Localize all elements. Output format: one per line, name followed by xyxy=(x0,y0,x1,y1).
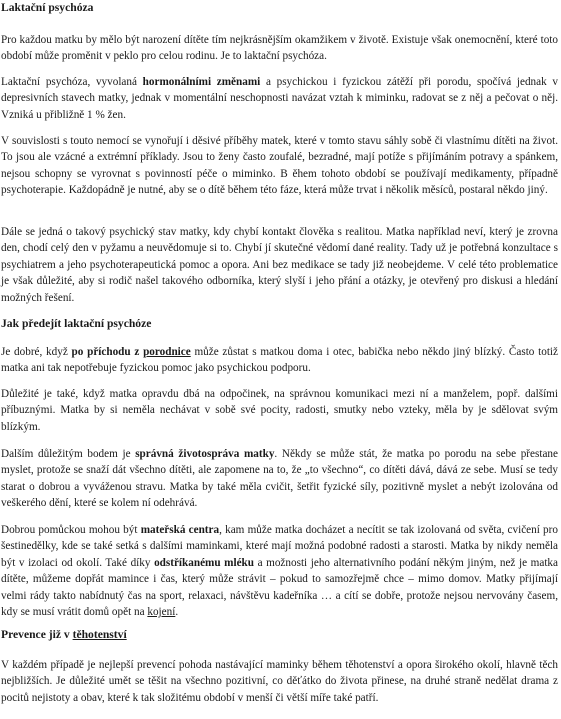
text: Je dobré, když xyxy=(1,346,72,358)
emphasis-milk: odstříkanému mléku xyxy=(154,556,254,569)
emphasis-lifestyle: správná životospráva matky xyxy=(135,448,275,460)
text: po příchodu z xyxy=(71,346,144,358)
heading-laktacni-psychoza: Laktační psychóza xyxy=(1,1,94,14)
emphasis-hormonal: hormonálními změnami xyxy=(142,76,261,88)
text: . xyxy=(175,606,179,619)
heading-prevention: Jak předejít laktační psychóze xyxy=(1,317,152,330)
paragraph-lifestyle xyxy=(1,446,558,512)
paragraph-stories: V souvislosti s touto nemocí se vynořují i děsivé příběhy matek, které v tomto stavu sáhly sobě či vlastnímu dítěti na život. To jsou ale vzácné a extrémní příklady. Jsou to ženy často zoufalé, bezradné, mají potíže s přijímáním potravy a spánkem, nejsou schopny se vyrovnat s povinností péče o miminko. B ěhem tohoto období se používají medikamenty, případně psychoterapie. Každopádně je nutné, aby se o dítě během této fáze, která může trvat i několik měsíců, postaral někdo jiný. xyxy=(1,135,558,197)
text: Dalším důležitým bodem je xyxy=(1,448,136,460)
paragraph-wellbeing: V každém případě je nejlepší prevencí pohoda nastávající maminky během těhotenství a opora širokého okolí, hlavně těch nejbližších. Je důležité umět se těšit na všechno pozitivní, co děťátko do života přinese, na druhé straně nedělat drama z pocitů nejistoty a obav, které k tak složitému období v menší či větší míře také patří. xyxy=(1,659,558,704)
emphasis-centers: mateřská centra xyxy=(140,524,220,536)
heading-pregnancy-prevention xyxy=(1,627,558,643)
paragraph-definition xyxy=(1,74,558,123)
paragraph-reality: Dále se jedná o takový psychický stav matky, kdy chybí kontakt člověka s realitou. Matka například neví, který je zrovna den, chodí celý den v pyžamu a neuvědomuje si to. Chybí jí skutečné vědomí dané reality. Tady už je potřebná konzultace s psychiatrem a jeho psychoterapeutická pomoc a opora. Ani bez medikace se tady již neobejdeme. V celé této problematice je však důležité, aby si rodič našel takového odborníka, který slyší i jeho přání a otázky, je otevřený pro diskusi a hledání možných řešení. xyxy=(1,226,558,304)
link-kojeni[interactable]: kojení xyxy=(147,606,176,619)
link-porodnice[interactable]: porodnice xyxy=(143,346,191,358)
text: může zůstat s matkou doma i otec, babička nebo někdo jiný blízký. Často totiž matka ani tak nepotřebuje fyzickou pomoc jako psychickou podporu. xyxy=(1,346,559,375)
paragraph-family-support xyxy=(1,344,558,377)
text: Dobrou pomůckou mohou být xyxy=(1,524,141,536)
text: , kam může matka docházet a necítit se tak izolovaná od světa, cvičení pro šestinedělky, kde se také setká s dalšími maminkami, které mají možná podobné radosti a starosti. Matka by nikdy neměla být v izolaci od okolí. Také díky xyxy=(1,524,558,569)
text: . Někdy se může stát, že matka po porodu na sebe přestane myslet, protože se snaží dát všechno dítěti, ale zapomene na to, že „to všechno“, co dítěti dává, dává ze sebe. Musí se tedy starat o dobrou a vyváženou stravu. Matka by také měla cvičit, šetřit fyzické síly, pozitivně myslet a nebýt izolována od veškerého dění, které se kolem ní odehrává. xyxy=(1,448,558,510)
emphasis-arrival xyxy=(72,346,191,358)
text: a psychickou i fyzickou zátěží při porodu, spočívá jednak v depresivních stavech matky, jednak v momentální neschopnosti navázat vztah k miminku, radovat se z něj a pečovat o něj. Vzniká u přibližně 1 % žen. xyxy=(1,76,558,121)
paragraph-centers xyxy=(1,522,558,620)
link-tehotenstvi[interactable]: těhotenství xyxy=(72,628,127,641)
text: Laktační psychóza, vyvolaná xyxy=(1,76,143,88)
paragraph-intro: Pro každou matku by mělo být narození dítěte tím nejkrásnějším okamžikem v životě. Existuje však onemocnění, které toto období může proměnit v peklo pro celou rodinu. Je to laktační psychóza. xyxy=(1,34,558,63)
text: a možnosti jeho alternativního podání někým jiným, než je matka dítěte, můžeme dopřát mamince i čas, který může strávit – pokud to samozřejmě chce – mimo domov. Matky přijímají velmi rády takto nabídnutý čas na sport, relaxaci, návštěvu kadeřníka … a cítí se dobře, protože nejsou nervovány časem, kdy se musí vrátit domů opět na xyxy=(1,556,558,619)
paragraph-rest: Důležité je také, když matka opravdu dbá na odpočinek, na správnou komunikaci mezi ní a manželem, popř. dalšími příbuznými. Matka by si neměla nechávat v sobě své pocity, radosti, smutky nebo vzteky, měla by je sdělovat svým blízkým. xyxy=(1,388,558,433)
text: Prevence již v xyxy=(1,628,73,641)
